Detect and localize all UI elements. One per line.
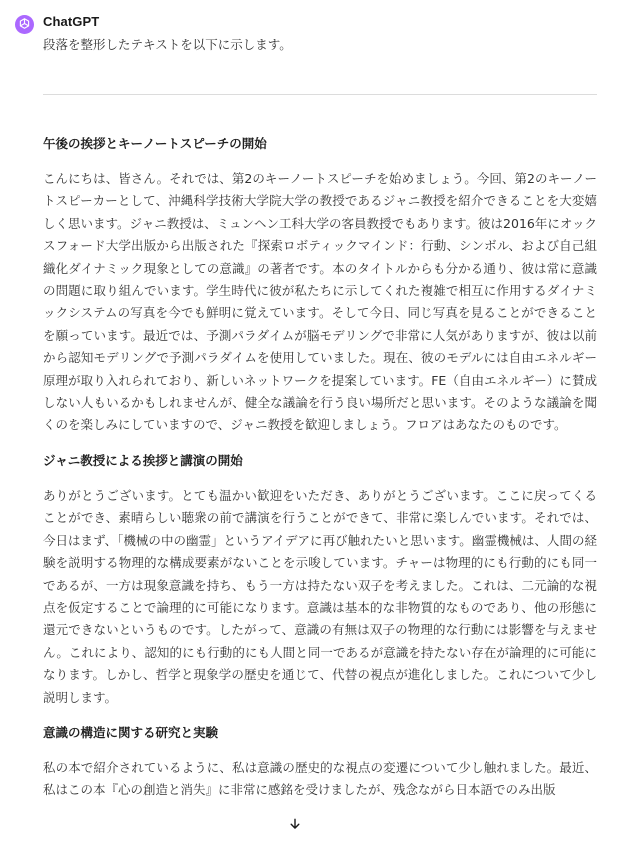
chatgpt-avatar [15, 15, 34, 34]
section-paragraph: ありがとうございます。とても温かい歓迎をいただき、ありがとうございます。ここに戻ってくることができ、素晴らしい聴衆の前で講演を行うことができて、非常に楽しんでいます。それでは、今日はまず、「機械の中の幽霊」というアイデアに再び触れたいと思います。幽霊機械は、人間の経験を説明する物理的な構成要素がないことを示唆しています。チャーは物理的にも行動的にも同一であるが、一方は現象意識を持ち、もう一方は持たない双子を考えました。これは、二元論的な視点を仮定することで論理的に可能になります。意識は基本的な非物質的なものであり、他の形態に還元できないというものです。したがって、意識の有無は双子の物理的な行動には影響を与えません。これにより、認知的にも行動的にも人間と同一であるが意識を持たない存在が論理的に可能になります。しかし、哲学と現象学の歴史を通じて、代替の視点が進化しました。これについて少し説明します。 [43, 487, 597, 705]
message-author: ChatGPT [43, 14, 100, 29]
message-intro: 段落を整形したテキストを以下に示します。 [43, 37, 292, 52]
arrow-down-icon [288, 816, 302, 835]
section-paragraph: こんにちは、皆さん。それでは、第2のキーノートスピーチを始めましょう。今回、第2のキーノートスピーカーとして、沖縄科学技術大学院大学の教授であるジャニ教授を紹介できることを大変嬉しく思います。ジャニ教授は、ミュンヘン工科大学の客員教授でもあります。彼は2016年にオックスフォード大学出版から出版された『探索ロボティックマインド：行動、シンボル、および自己組織化ダイナミック現象としての意識』の著者です。本のタイトルからも分かる通り、彼は常に意識の問題に取り組んでいます。学生時代に彼が私たちに示してくれた複雑で相互に作用するダイナミックシステムの写真を今でも鮮明に覚えています。そして今日、同じ写真を見ることができることを願っています。最近では、予測パラダイムが脳モデリングで非常に人気がありますが、彼は以前から認知モデリングで予測パラダイムを使用していました。現在、彼のモデルには自由エネルギー原理が取り入れられており、新しいネットワークを提案しています。FE（自由エネルギー）に賛成しない人もいるかもしれませんが、健全な議論を行う良い場所だと思います。そのような議論を聞くのを楽しみにしていますので、ジャニ教授を歓迎しましょう。フロアはあなたのものです。 [43, 171, 597, 433]
section-heading: ジャニ教授による挨拶と講演の開始 [43, 452, 243, 468]
scroll-to-bottom-button[interactable] [284, 814, 306, 836]
openai-logo-icon [18, 15, 31, 34]
message-body [43, 133, 597, 815]
horizontal-divider [43, 94, 597, 95]
section-paragraph: 私の本で紹介されているように、私は意識の歴史的な視点の変遷について少し触れました。最近、私はこの本『心の創造と消失』に非常に感銘を受けましたが、残念ながら日本語でのみ出版 [43, 759, 597, 798]
section-heading: 意識の構造に関する研究と実験 [43, 724, 219, 740]
section-heading: 午後の挨拶とキーノートスピーチの開始 [43, 136, 267, 151]
